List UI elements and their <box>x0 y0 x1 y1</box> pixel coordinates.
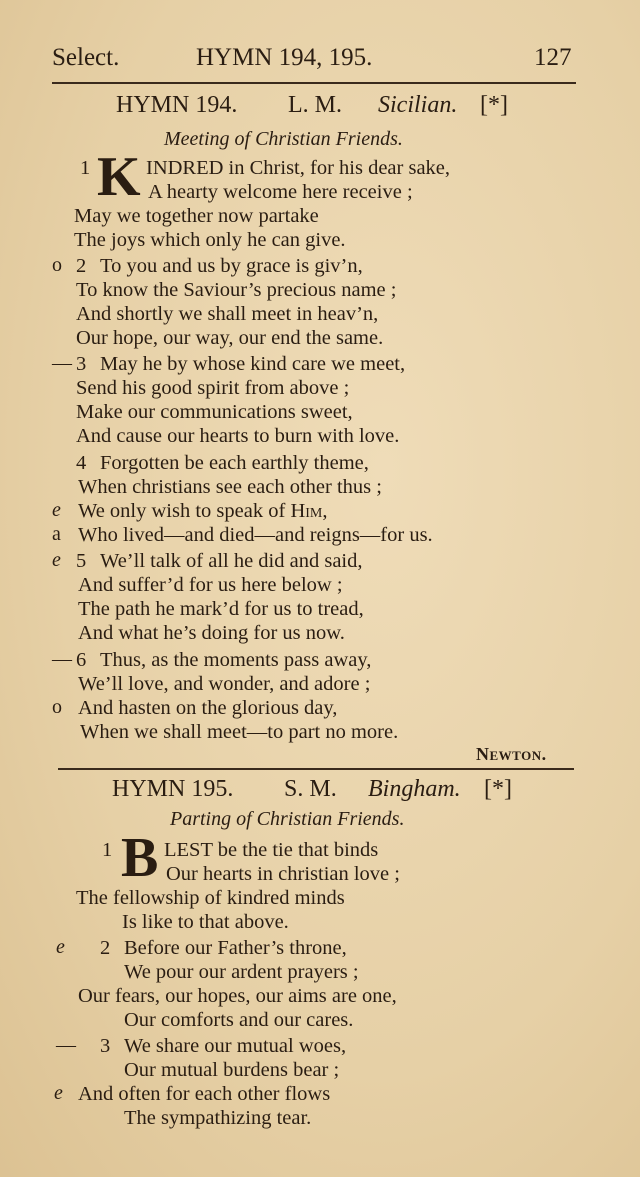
verse-line: Our hearts in christian love ; <box>166 863 400 885</box>
dynamic-mark: — <box>52 648 72 670</box>
hymn-195-meter: S. M. <box>284 776 337 802</box>
verse-line: Is like to that above. <box>122 911 289 933</box>
verse-line: To know the Saviour’s precious name ; <box>76 279 397 301</box>
verse-line: And hasten on the glorious day, <box>78 697 338 719</box>
verse-line: A hearty welcome here receive ; <box>148 181 413 203</box>
stanza-number: 2 <box>76 255 87 277</box>
drop-cap: B <box>121 827 159 889</box>
dynamic-mark: e <box>52 549 61 571</box>
hymn-195-subtitle: Parting of Christian Friends. <box>170 808 405 830</box>
verse-line: We share our mutual woes, <box>124 1035 347 1057</box>
hymn-194-tune: Sicilian. <box>378 92 458 118</box>
verse-line: And cause our hearts to burn with love. <box>76 425 400 447</box>
verse-line: Who lived—and died—and reigns—for us. <box>78 524 433 546</box>
drop-cap: K <box>97 146 141 208</box>
stanza-number: 6 <box>76 649 87 671</box>
hymn-194-author: Newton. <box>476 744 547 764</box>
hymn-194-number: HYMN 194. <box>116 92 238 118</box>
verse-line: When christians see each other thus ; <box>78 476 382 498</box>
verse-line: The sympathizing tear. <box>124 1107 312 1129</box>
running-head-title: HYMN 194, 195. <box>196 44 373 71</box>
section-rule <box>58 768 574 770</box>
dynamic-mark: o <box>52 696 62 718</box>
verse-line: Forgotten be each earthly theme, <box>100 452 369 474</box>
hymn-195-number: HYMN 195. <box>112 776 234 802</box>
page-number: 127 <box>534 44 572 71</box>
stanza-number: 5 <box>76 550 87 572</box>
dynamic-mark: e <box>56 936 65 958</box>
stanza-number: 4 <box>76 452 87 474</box>
verse-line: And what he’s doing for us now. <box>78 622 345 644</box>
dynamic-mark: — <box>56 1034 76 1056</box>
verse-line: We’ll love, and wonder, and adore ; <box>78 673 371 695</box>
verse-line: Make our communications sweet, <box>76 401 353 423</box>
stanza-number: 3 <box>76 353 87 375</box>
verse-line: Before our Father’s throne, <box>124 937 347 959</box>
stanza-number: 3 <box>100 1035 111 1057</box>
header-rule <box>52 82 576 84</box>
verse-line-text: We only wish to speak of <box>78 500 291 522</box>
verse-line <box>78 499 327 523</box>
verse-line: We pour our ardent prayers ; <box>124 961 359 983</box>
emphasis-him: Him, <box>290 500 328 522</box>
running-head-left: Select. <box>52 44 120 71</box>
verse-line: And often for each other flows <box>78 1083 331 1105</box>
verse-line: The joys which only he can give. <box>74 229 346 251</box>
verse-line: To you and us by grace is giv’n, <box>100 255 363 277</box>
verse-line: May we together now partake <box>74 205 319 227</box>
verse-line: And suffer’d for us here below ; <box>78 574 343 596</box>
verse-line: Our hope, our way, our end the same. <box>76 327 384 349</box>
verse-line: The path he mark’d for us to tread, <box>78 598 364 620</box>
verse-line: Our mutual burdens bear ; <box>124 1059 340 1081</box>
hymn-194-star: [*] <box>480 92 508 118</box>
verse-line: Our comforts and our cares. <box>124 1009 354 1031</box>
dynamic-mark: a <box>52 523 61 545</box>
dynamic-mark: — <box>52 352 72 374</box>
verse-line: We’ll talk of all he did and said, <box>100 550 363 572</box>
verse-line: Our fears, our hopes, our aims are one, <box>78 985 397 1007</box>
verse-line: The fellowship of kindred minds <box>76 887 345 909</box>
hymn-194-meter: L. M. <box>288 92 342 118</box>
stanza-number: 1 <box>80 157 91 179</box>
dynamic-mark: o <box>52 254 62 276</box>
verse-line: May he by whose kind care we meet, <box>100 353 406 375</box>
hymn-194-subtitle: Meeting of Christian Friends. <box>164 128 403 150</box>
stanza-number: 2 <box>100 937 111 959</box>
dynamic-mark: e <box>52 499 61 521</box>
dynamic-mark: e <box>54 1082 63 1104</box>
verse-line: INDRED in Christ, for his dear sake, <box>146 157 451 179</box>
verse-line: LEST be the tie that binds <box>164 839 379 861</box>
verse-line: And shortly we shall meet in heav’n, <box>76 303 379 325</box>
stanza-number: 1 <box>102 839 113 861</box>
hymn-195-tune: Bingham. <box>368 776 461 802</box>
verse-line: Send his good spirit from above ; <box>76 377 350 399</box>
hymn-195-star: [*] <box>484 776 512 802</box>
verse-line: When we shall meet—to part no more. <box>80 721 399 743</box>
verse-line: Thus, as the moments pass away, <box>100 649 372 671</box>
